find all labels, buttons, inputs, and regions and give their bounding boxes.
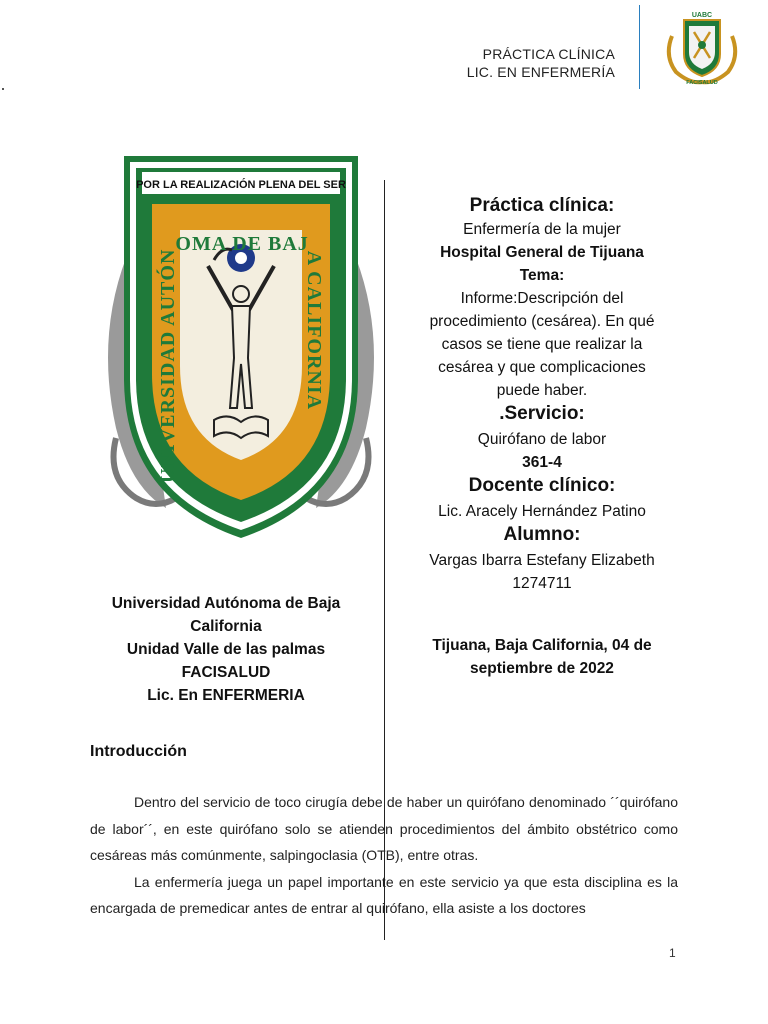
- tema-line: cesárea y que complicaciones: [438, 359, 646, 376]
- alumno-label: Alumno:: [503, 524, 581, 545]
- alumno-name: Vargas Ibarra Estefany Elizabeth: [429, 552, 655, 569]
- group-number: 361-4: [522, 454, 562, 471]
- hospital: Hospital General de Tijuana: [440, 244, 644, 261]
- servicio-value: Quirófano de labor: [477, 431, 607, 448]
- page-number: 1: [669, 946, 676, 960]
- crest-ring-text: UNIVERSIDAD AUTÓNOMA DE BAJA CALIFORNIA: [157, 233, 325, 483]
- institution-line: Lic. En ENFERMERIA: [147, 687, 305, 704]
- stray-mark: [2, 88, 4, 90]
- place-date-line-2: septiembre de 2022: [470, 660, 614, 677]
- facisalud-logo: [662, 6, 742, 86]
- header-title: [467, 45, 615, 81]
- tema-line: puede haber.: [496, 382, 588, 399]
- header-divider: [639, 5, 640, 89]
- tema-label: Tema:: [519, 267, 565, 284]
- header-line-2: LIC. EN ENFERMERÍA: [466, 64, 615, 80]
- docente-value: Lic. Aracely Hernández Patino: [438, 503, 646, 520]
- intro-body: [90, 789, 678, 922]
- paragraph: La enfermería juega un papel importante en este servicio ya que esta disciplina es la encargada de premedicar antes de entrar al quirófano, ella asiste a los doctores: [90, 873, 678, 916]
- practice-title: Práctica clínica:: [469, 195, 615, 216]
- tema-line: procedimiento (cesárea). En qué: [429, 313, 655, 330]
- docente-label: Docente clínico:: [468, 475, 616, 496]
- crest-motto: POR LA REALIZACIÓN PLENA DEL SER: [136, 179, 346, 191]
- subject: Enfermería de la mujer: [463, 221, 621, 238]
- tema-line: Informe:Descripción del: [460, 290, 624, 307]
- institution-line: Universidad Autónoma de Baja: [111, 595, 341, 612]
- cover-info: [408, 194, 676, 680]
- paragraph: Dentro del servicio de toco cirugía debe de haber un quirófano denominado ´´quirófano de labor´´, en este quirófano solo se atienden procedimientos del ámbito obstétrico como cesáreas más comúnmente, salpingoclasia (OTB), entre otras.: [90, 794, 678, 863]
- institution-line: Unidad Valle de las palmas: [126, 641, 326, 658]
- header-line-1: PRÁCTICA CLÍNICA: [482, 46, 615, 62]
- section-heading: Introducción: [90, 743, 187, 760]
- university-crest: [96, 138, 386, 550]
- logo-bottom-text: FACISALUD: [686, 80, 718, 86]
- institution-line: FACISALUD: [181, 664, 271, 681]
- logo-top-text: UABC: [691, 12, 713, 19]
- institution-info: [86, 592, 366, 707]
- alumno-id: 1274711: [512, 575, 572, 592]
- place-date-line-1: Tijuana, Baja California, 04 de: [432, 637, 652, 654]
- tema-line: casos se tiene que realizar la: [441, 336, 643, 353]
- institution-line: California: [190, 618, 262, 635]
- servicio-label: .Servicio:: [499, 403, 585, 424]
